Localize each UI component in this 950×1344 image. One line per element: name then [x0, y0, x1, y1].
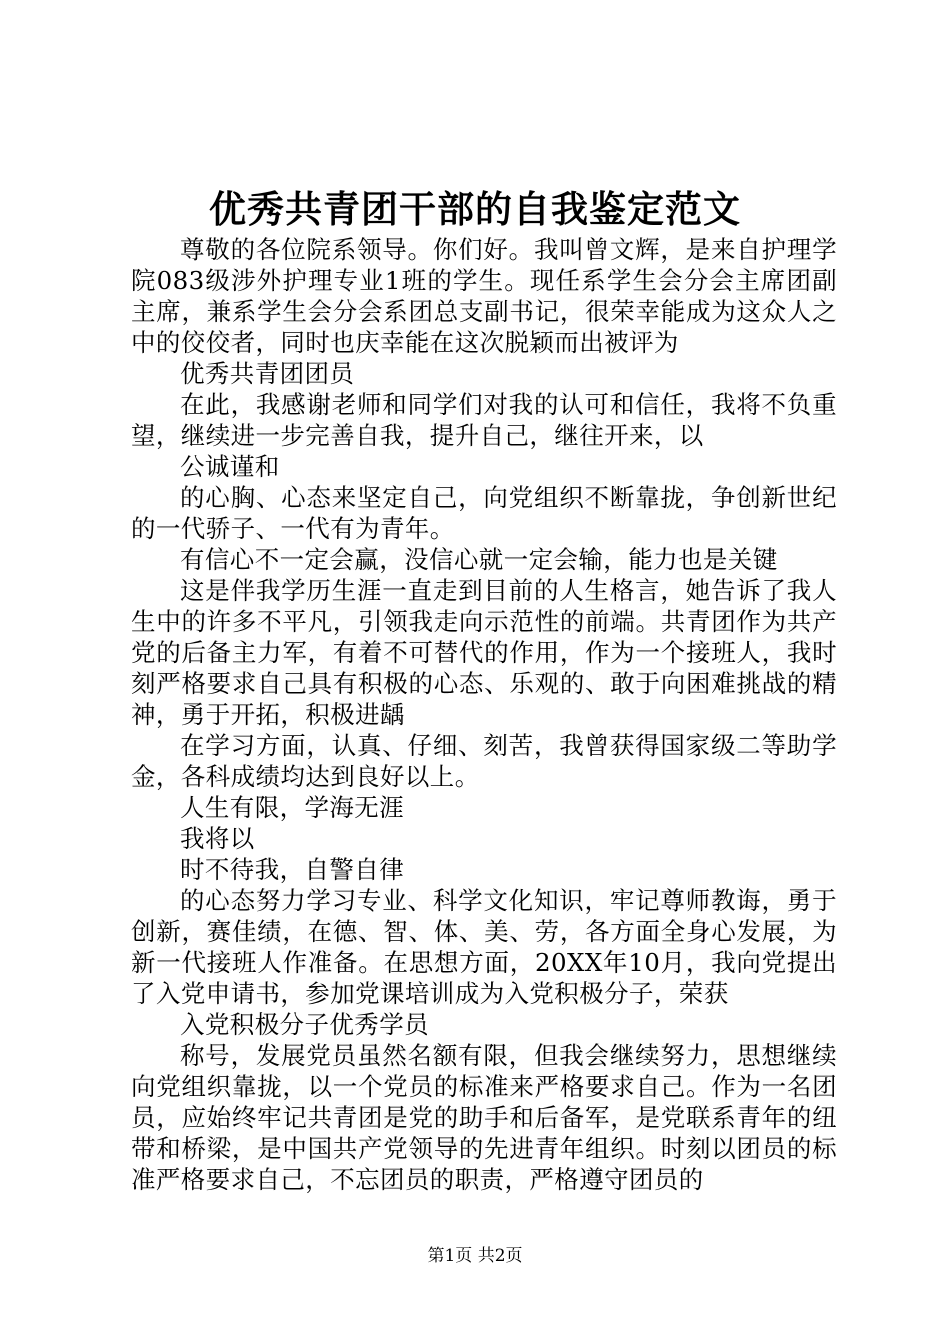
paragraph-award-title: 优秀共青团团员 — [180, 359, 355, 388]
paragraph-motto-3: 时不待我，自警自律 — [180, 855, 405, 884]
paragraph-motto-explanation: 这是伴我学历生涯一直走到目前的人生格言，她告诉了我人生中的许多不平凡，引领我走向示范性的前端。共青团作为共产党的后备主力军，有着不可替代的作用，作为一个接班人，我时刻严格要求自己具有积极的心态、乐观的、敢于向困难挑战的精神，勇于开拓，积极进龋 — [131, 576, 837, 729]
paragraph-motto-1: 公诚谨和 — [180, 452, 280, 481]
page-footer: 第1页 共2页 — [427, 1246, 523, 1266]
paragraph-resolve: 的心胸、心态来坚定自己，向党组织不断靠拢，争创新世纪的一代骄子、一代有为青年。 — [131, 483, 837, 543]
document-body — [131, 234, 837, 1195]
document-title: 优秀共青团干部的自我鉴定范文 — [209, 187, 741, 231]
paragraph-quote: 有信心不一定会赢，没信心就一定会输，能力也是关键 — [180, 545, 778, 574]
paragraph-study: 在学习方面，认真、仔细、刻苦，我曾获得国家级二等助学金，各科成绩均达到良好以上。 — [131, 731, 837, 791]
paragraph-honor: 入党积极分子优秀学员 — [180, 1010, 429, 1039]
paragraph-party-member: 称号，发展党员虽然名额有限，但我会继续努力，思想继续向党组织靠拢，以一个党员的标准来严格要求自己。作为一名团员，应始终牢记共青团是党的助手和后备军，是党联系青年的纽带和桥梁，是中国共产党领导的先进青年组织。时刻以团员的标准严格要求自己，不忘团员的职责，严格遵守团员的 — [131, 1041, 837, 1194]
paragraph-i-will: 我将以 — [180, 824, 255, 853]
paragraph-thanks: 在此，我感谢老师和同学们对我的认可和信任，我将不负重望，继续进一步完善自我，提升自己，继往开来，以 — [131, 390, 837, 450]
paragraph-intro: 尊敬的各位院系领导。你们好。我叫曾文辉，是来自护理学院083级涉外护理专业1班的学生。现任系学生会分会主席团副主席，兼系学生会分会系团总支副书记，很荣幸能成为这众人之中的佼佼者，同时也庆幸能在这次脱颖而出被评为 — [131, 235, 837, 357]
paragraph-attitude: 的心态努力学习专业、科学文化知识，牢记尊师教诲，勇于创新，赛佳绩，在德、智、体、美、劳，各方面全身心发展，为新一代接班人作准备。在思想方面，20XX年10月，我向党提出了入党申请书，参加党课培训成为入党积极分子，荣获 — [131, 886, 837, 1008]
paragraph-motto-2: 人生有限，学海无涯 — [180, 793, 405, 822]
